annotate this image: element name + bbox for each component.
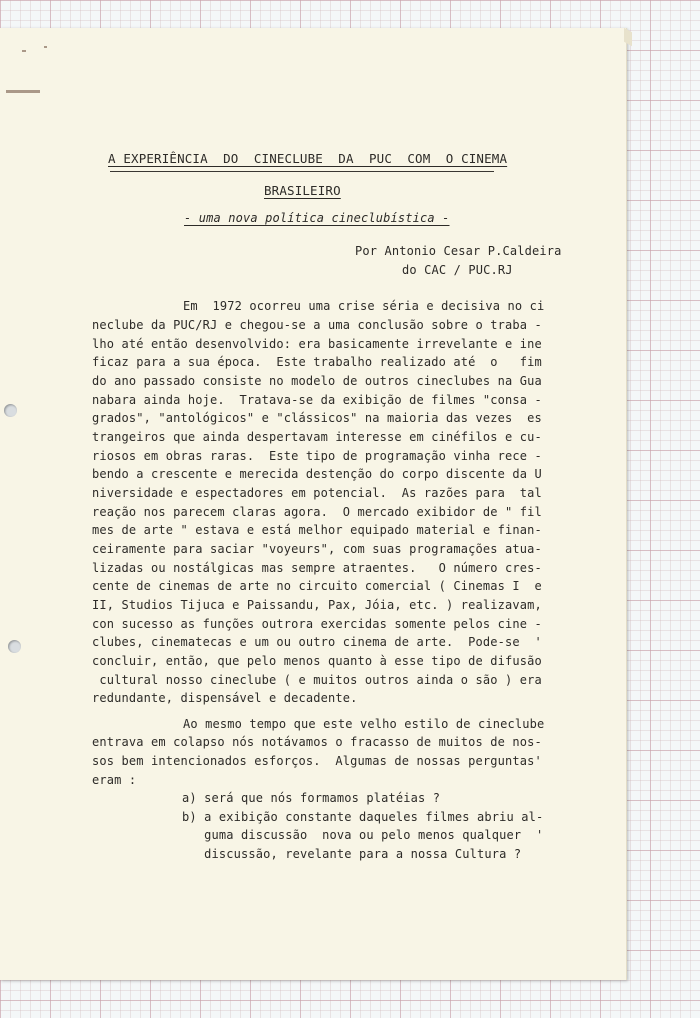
title-line-2: BRASILEIRO <box>264 183 341 198</box>
paragraph-1-line: clubes, cinematecas e um ou outro cinema de arte. Pode-se ' <box>92 635 542 649</box>
author-line-1: Por Antonio Cesar P.Caldeira <box>355 244 562 258</box>
paragraph-1-line: niversidade e espectadores em potencial. As razões para tal <box>92 486 542 500</box>
paragraph-1-line: lizadas ou nostálgicas mas sempre atraentes. O número cres- <box>92 561 542 575</box>
paragraph-1-line: Em 1972 ocorreu uma crise séria e decisiva no ci <box>183 299 545 313</box>
paragraph-1-line: cente de cinemas de arte no circuito comercial ( Cinemas I e <box>92 579 542 593</box>
paragraph-1-line: trangeiros que ainda despertavam interesse em cinéfilos e cu- <box>92 430 542 444</box>
paragraph-1-line: ceiramente para saciar "voyeurs", com suas programações atua- <box>92 542 542 556</box>
ink-speck <box>44 46 47 48</box>
paragraph-1-line: neclube da PUC/RJ e chegou-se a uma conclusão sobre o traba - <box>92 318 542 332</box>
paragraph-2-line: eram : <box>92 773 137 787</box>
paragraph-2-line: sos bem intencionados esforços. Algumas de nossas perguntas' <box>92 754 542 768</box>
paragraph-1-line: cultural nosso cineclube ( e muitos outros ainda o são ) era <box>92 673 542 687</box>
paragraph-1-line: grados", "antológicos" e "clássicos" na maioria das vezes es <box>92 411 542 425</box>
question-line: b) a exibição constante daqueles filmes abriu al- <box>182 810 544 824</box>
paragraph-1-line: concluir, então, que pelo menos quanto à esse tipo de difusão <box>92 654 542 668</box>
paragraph-1-line: II, Studios Tijuca e Paissandu, Pax, Jóia, etc. ) realizavam, <box>92 598 542 612</box>
paragraph-1-line: bendo a crescente e merecida destenção do corpo discente da U <box>92 467 542 481</box>
paragraph-1-line: reação nos parecem claras agora. O mercado exibidor de " fil <box>92 505 542 519</box>
paragraph-1-line: lho até então desenvolvido: era basicamente irrevelante e ine <box>92 337 542 351</box>
paragraph-1-line: do ano passado consiste no modelo de outros cineclubes na Gua <box>92 374 542 388</box>
document-body <box>0 28 562 861</box>
paragraph-2-line: entrava em colapso nós notávamos o fracasso de muitos de nos- <box>92 735 542 749</box>
paragraph-1-line: nabara ainda hoje. Tratava-se da exibição de filmes "consa - <box>92 393 542 407</box>
title-double-rule <box>110 171 494 172</box>
subtitle: - uma nova política cineclubística - <box>184 211 450 225</box>
question-line: guma discussão nova ou pelo menos qualquer ' <box>182 828 544 842</box>
paragraph-1-line: ficaz para a sua época. Este trabalho realizado até o fim <box>92 355 542 369</box>
paragraph-1-line: con sucesso as funções outrora exercidas somente pelos cine - <box>92 617 542 631</box>
paper-sheet <box>0 28 627 980</box>
paragraph-1-line: mes de arte " estava e está melhor equipado material e finan- <box>92 523 542 537</box>
paragraph-1-line: riosos em obras raras. Este tipo de programação vinha rece - <box>92 449 542 463</box>
title-line-1: A EXPERIÊNCIA DO CINECLUBE DA PUC COM O CINEMA <box>108 151 508 166</box>
author-line-2: do CAC / PUC.RJ <box>402 263 513 277</box>
paragraph-1-line: redundante, dispensável e decadente. <box>92 691 358 705</box>
question-line: a) será que nós formamos platéias ? <box>182 791 441 805</box>
paragraph-2-line: Ao mesmo tempo que este velho estilo de cineclube <box>183 717 545 731</box>
question-line: discussão, revelante para a nossa Cultura ? <box>182 847 522 861</box>
